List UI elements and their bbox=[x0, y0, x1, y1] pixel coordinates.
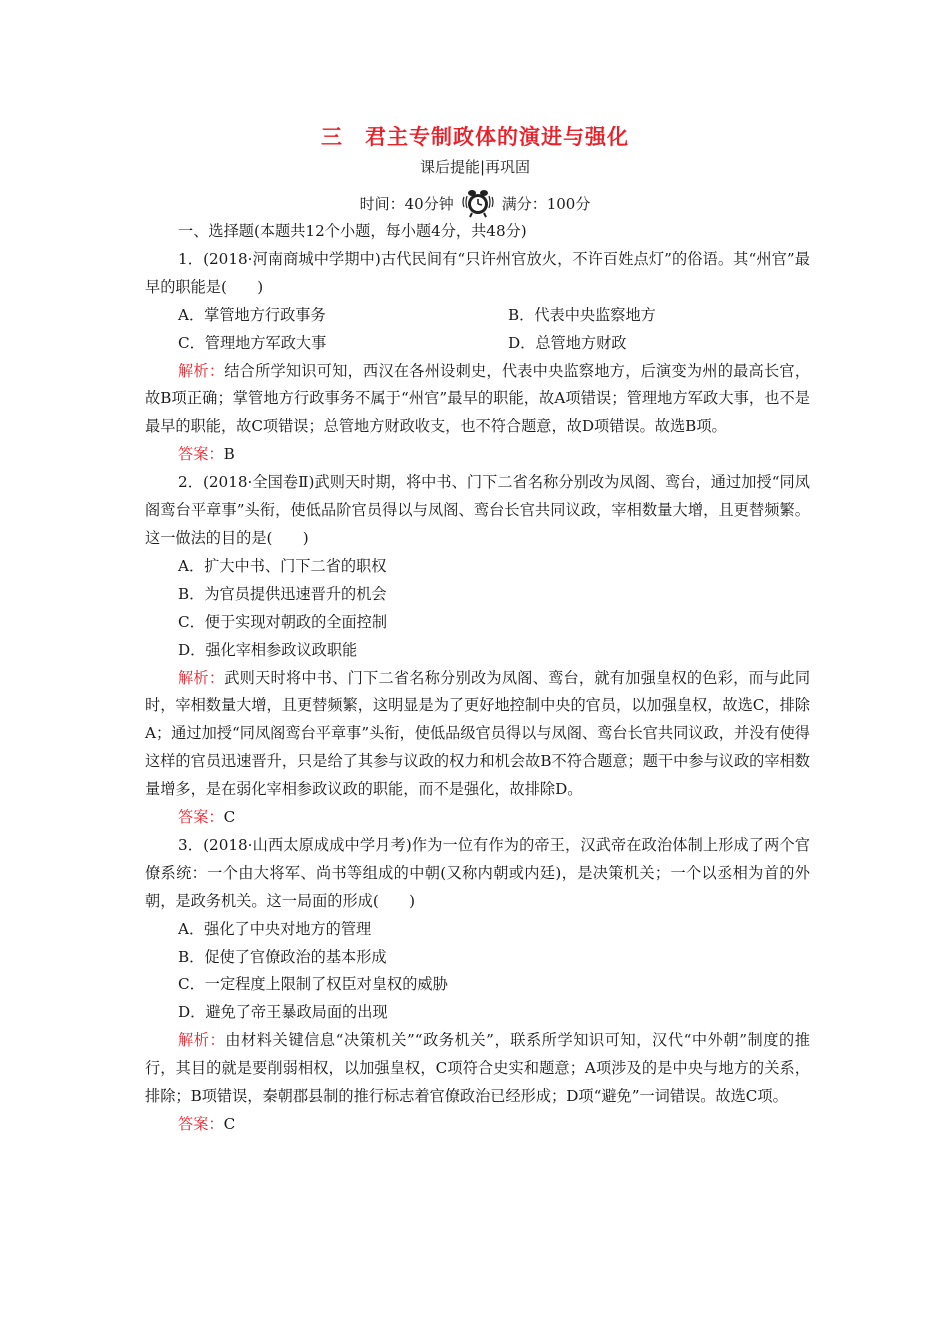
analysis-text: 由材料关键信息“决策机关”“政务机关”，联系所学知识可知，汉代“中外朝”制度的推行，其目的就是要削弱相权，以加强皇权，C项符合史实和题意；A项涉及的是中央与地方的关系，排除；B项错误，秦朝郡县制的推行标志着官僚政治已经形成；D项“避免”一词错误。故选C项。 bbox=[145, 1031, 810, 1106]
option-c: C．一定程度上限制了权臣对皇权的威胁 bbox=[178, 975, 448, 994]
option-d: D．总管地方财政 bbox=[508, 333, 627, 352]
answer-value: C bbox=[223, 808, 236, 827]
analysis-text: 结合所学知识可知，西汉在各州设刺史，代表中央监察地方，后演变为州的最高长官，故B项正确；掌管地方行政事务不属于“州官”最早的职能，故A项错误；管理地方军政大事，也不是最早的职能，故C项错误；总管地方财政收支，也不符合题意，故D项错误。故选B项。 bbox=[145, 361, 811, 436]
score-label: 满分：100分 bbox=[501, 194, 591, 213]
section-heading: 一、选择题(本题共12个小题，每小题4分，共48分) bbox=[178, 222, 527, 240]
option-d: D．避免了帝王暴政局面的出现 bbox=[178, 1003, 388, 1022]
answer-label: 答案： bbox=[178, 1115, 224, 1133]
page-subtitle: 课后提能|再巩固 bbox=[419, 158, 531, 176]
answer-line bbox=[145, 804, 810, 832]
option-c: C．管理地方军政大事 bbox=[178, 333, 327, 352]
question-stem: 2．(2018·全国卷Ⅱ)武则天时期，将中书、门下二省名称分别改为凤阁、鸾台，通过加授“同凤阁鸾台平章事”头衔，使低品阶官员得以与凤阁、鸾台长官共同议政，宰相数量大增，且更替频繁。这一做法的目的是( ) bbox=[145, 473, 810, 547]
question-content bbox=[145, 218, 810, 1139]
time-score-line bbox=[0, 186, 950, 220]
analysis-label: 解析： bbox=[178, 361, 225, 380]
option-b: B．促使了官僚政治的基本形成 bbox=[178, 947, 387, 966]
analysis-label: 解析： bbox=[178, 668, 225, 687]
option-list bbox=[145, 302, 810, 358]
option-b: B．为官员提供迅速晋升的机会 bbox=[178, 584, 387, 603]
question-stem: 3．(2018·山西太原成成中学月考)作为一位有作为的帝王，汉武帝在政治体制上形成了两个官僚系统：一个由大将军、尚书等组成的中朝(又称内朝或内廷)，是决策机关；一个以丞相为首的外朝，是政务机关。这一局面的形成( ) bbox=[145, 835, 810, 910]
answer-line bbox=[145, 1111, 810, 1139]
option-b: B．代表中央监察地方 bbox=[508, 305, 656, 324]
page-title: 三 君主专制政体的演进与强化 bbox=[321, 125, 629, 149]
analysis-paragraph bbox=[145, 1027, 810, 1111]
option-a: A．掌管地方行政事务 bbox=[178, 305, 326, 324]
answer-value: C bbox=[223, 1115, 236, 1133]
alarm-clock-icon bbox=[460, 188, 496, 218]
option-a: A．强化了中央对地方的管理 bbox=[178, 919, 372, 938]
answer-value: B bbox=[223, 445, 235, 464]
analysis-paragraph bbox=[145, 665, 810, 805]
time-label: 时间：40分钟 bbox=[359, 194, 454, 213]
answer-line bbox=[145, 441, 810, 469]
answer-label: 答案： bbox=[178, 445, 224, 464]
answer-label: 答案： bbox=[178, 808, 224, 827]
analysis-text: 武则天时将中书、门下二省名称分别改为凤阁、鸾台，就有加强皇权的色彩，而与此同时，宰相数量大增，且更替频繁，这明显是为了更好地控制中央的官员，以加强皇权，故选C，排除A；通过加授“同凤阁鸾台平章事”头衔，使低品级官员得以与凤阁、鸾台长官共同议政，并没有使得这样的官员迅速晋升，只是给了其参与议政的权力和机会故B不符合题意；题干中参与议政的宰相数量增多，是在弱化宰相参政议政的职能，而不是强化，故排除D。 bbox=[145, 668, 811, 799]
question-stem: 1．(2018·河南商城中学期中)古代民间有“只许州官放火，不许百姓点灯”的俗语。其“州官”最早的职能是( ) bbox=[145, 249, 810, 296]
option-c: C．便于实现对朝政的全面控制 bbox=[178, 612, 388, 631]
analysis-paragraph bbox=[145, 358, 810, 442]
option-a: A．扩大中书、门下二省的职权 bbox=[178, 556, 387, 575]
analysis-label: 解析： bbox=[178, 1031, 226, 1050]
option-d: D．强化宰相参政议政职能 bbox=[178, 640, 358, 659]
